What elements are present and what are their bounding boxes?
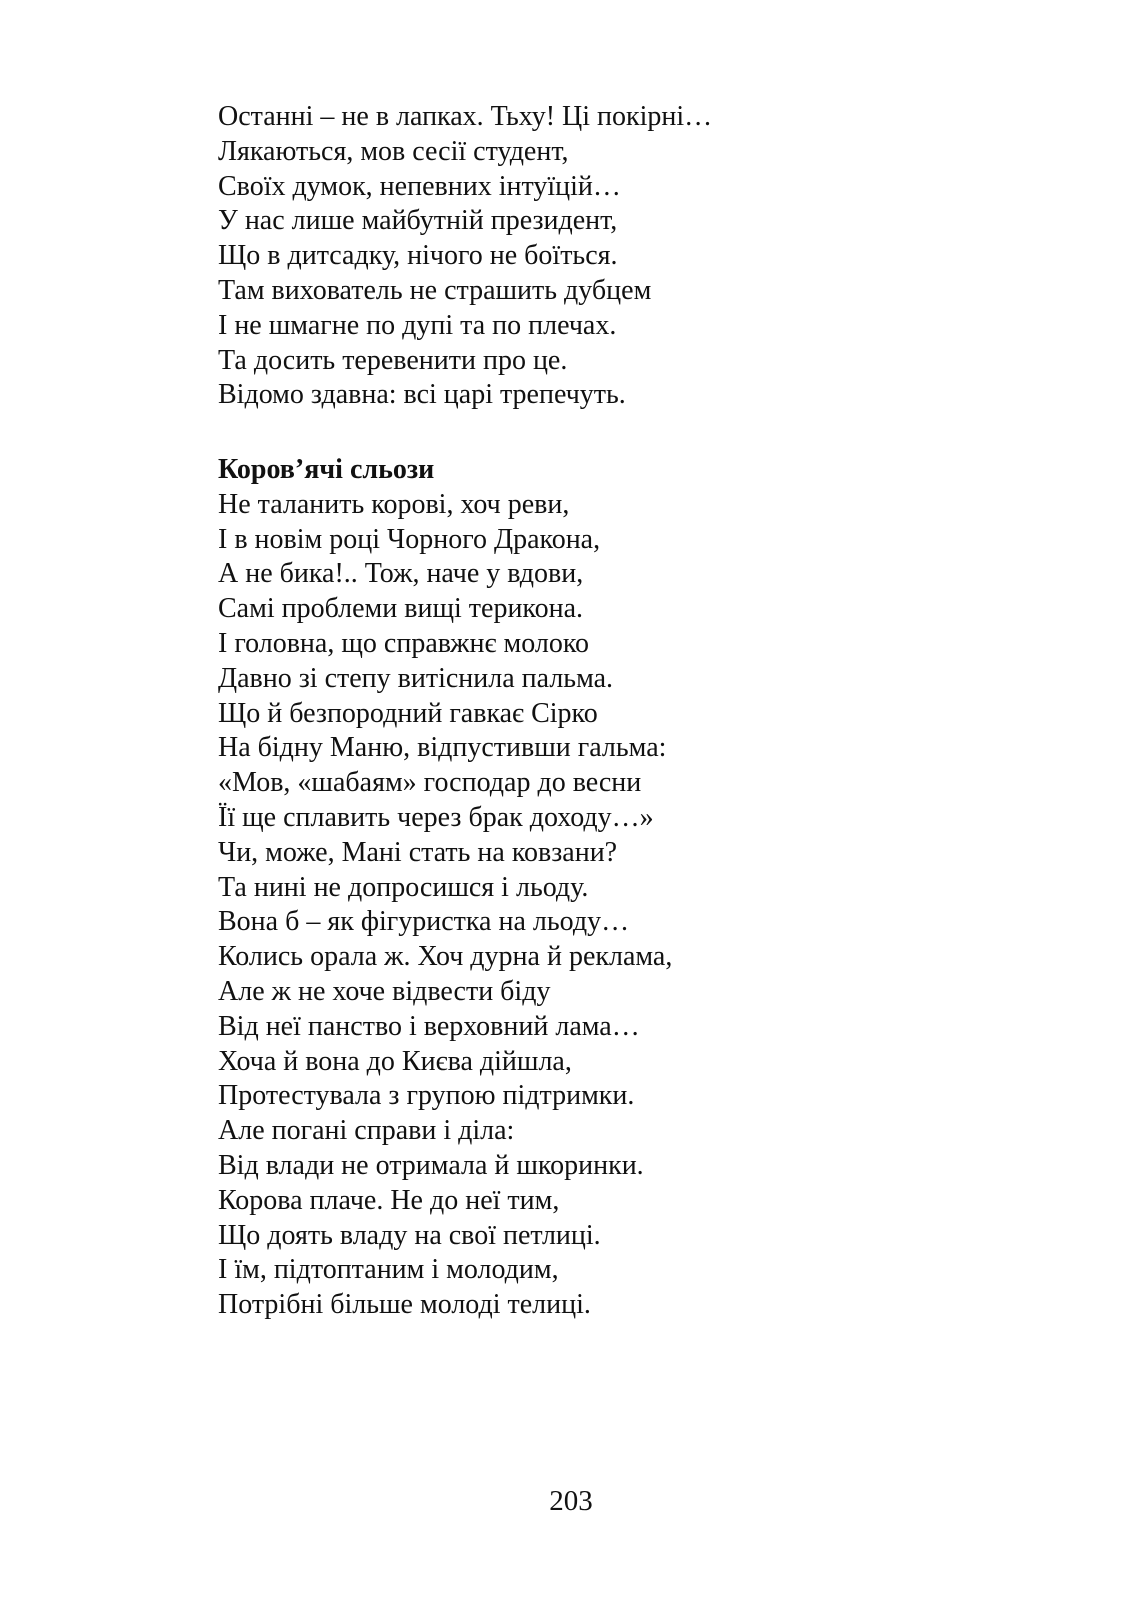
poem-line: Що доять владу на свої петлиці.: [218, 1219, 601, 1251]
poem-line: Чи, може, Мані стать на ковзани?: [218, 836, 618, 868]
poem-line: Давно зі степу витіснила пальма.: [218, 662, 614, 694]
poem-line: Відомо здавна: всі царі трепечуть.: [218, 379, 626, 411]
poem-line: І головна, що справжнє молоко: [218, 627, 590, 659]
poem-line: Там вихователь не страшить дубцем: [218, 274, 652, 306]
poem-line: Що й безпородний гавкає Сірко: [218, 697, 598, 729]
poem-line: Її ще сплавить через брак доходу…»: [218, 801, 654, 833]
poem-line: Потрібні більше молоді телиці.: [218, 1289, 591, 1321]
page-number: 203: [549, 1485, 593, 1517]
poem-line: Але ж не хоче відвести біду: [218, 975, 551, 1007]
poem-line: Вона б – як фігуристка на льоду…: [218, 906, 630, 938]
poem-line: А не бика!.. Тож, наче у вдови,: [218, 558, 584, 590]
poem-line: Від влади не отримала й шкоринки.: [218, 1149, 644, 1181]
poem-line: Останні – не в лапках. Тьху! Ці покірні…: [218, 101, 713, 132]
poem-line: Та нині не допросишся і льоду.: [218, 871, 589, 903]
poem-line: І не шмагне по дупі та по плечах.: [218, 309, 617, 341]
poem-line: Своїх думок, непевних інтуїцій…: [218, 170, 621, 202]
poem-line: «Мов, «шабаям» господар до весни: [218, 767, 642, 799]
poem-line: І в новім році Чорного Дракона,: [218, 523, 601, 555]
poem: [218, 453, 978, 1323]
poem-line: І їм, підтоптаним і молодим,: [218, 1254, 559, 1286]
poem-line: Від неї панство і верховний лама…: [218, 1010, 640, 1042]
poem-line: Що в дитсадку, нічого не боїться.: [218, 240, 618, 272]
poem-line: Колись орала ж. Хоч дурна й реклама,: [218, 941, 673, 973]
poem-line: Лякаються, мов сесії студент,: [218, 135, 569, 167]
poem-line: На бідну Маню, відпустивши гальма:: [218, 732, 667, 764]
poem-line: Але погані справи і діла:: [218, 1115, 515, 1147]
poem-line: У нас лише майбутній президент,: [218, 205, 618, 237]
poem-fragment: [218, 100, 978, 413]
poem-line: Хоча й вона до Києва дійшла,: [218, 1045, 572, 1077]
poem-line: Самі проблеми вищі терикона.: [218, 593, 584, 625]
poem-title: Коров’ячі сльози: [218, 454, 435, 485]
poem-line: Протестувала з групою підтримки.: [218, 1080, 635, 1112]
poem-line: Не таланить корові, хоч реви,: [218, 488, 570, 520]
poem-line: Та досить теревенити про це.: [218, 344, 568, 376]
poem-line: Корова плаче. Не до неї тим,: [218, 1184, 560, 1216]
